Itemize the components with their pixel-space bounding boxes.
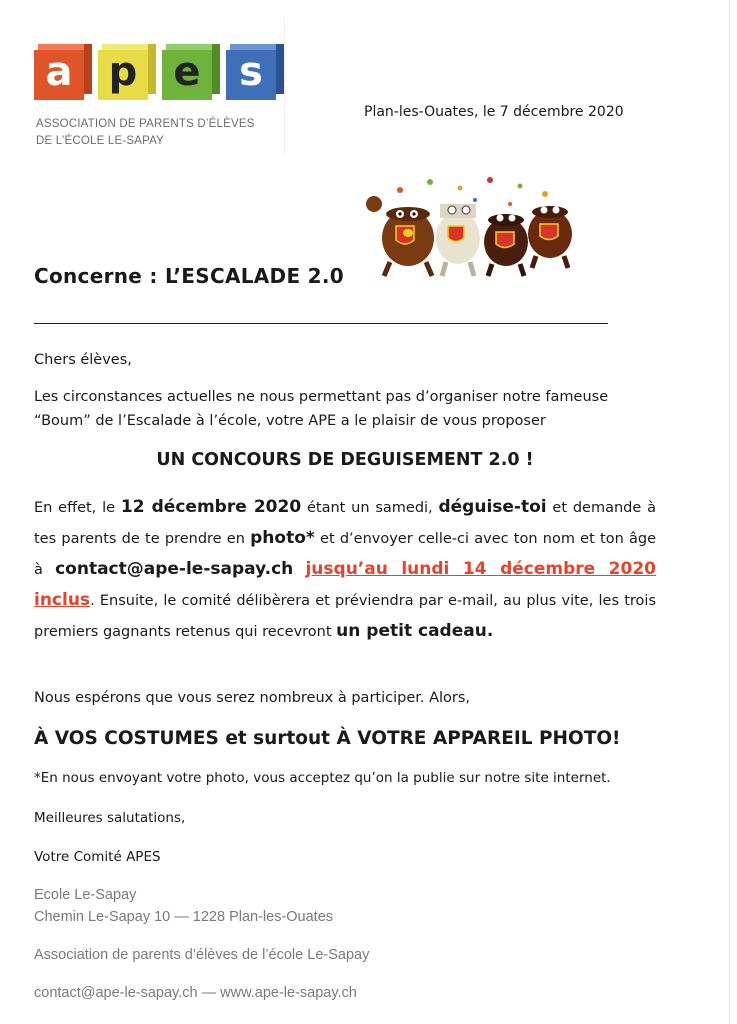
subject-heading: Concerne : L’ESCALADE 2.0	[34, 264, 345, 288]
deadline-highlight: jusqu’au lundi 14 décembre 2020 inclus	[34, 559, 656, 610]
escalade-marmites-illustration	[360, 170, 584, 288]
logo-caption	[36, 116, 255, 150]
logo-letter-blocks	[34, 50, 284, 105]
intro-paragraph: Les circonstances actuelles ne nous permettant pas d’organiser notre fameuse “Boum” de l’Escalade à l’école, votre APE a le plaisir de vous proposer	[34, 389, 609, 429]
footer-street: Chemin Le-Sapay 10 — 1228 Plan-les-Ouates	[34, 909, 334, 925]
marmite-character-4	[528, 206, 572, 268]
contest-date: 12 décembre 2020	[120, 497, 302, 517]
subject-underline	[34, 323, 608, 324]
photo-consent-note: *En nous envoyant votre photo, vous acceptez qu’on la publie sur notre site internet.	[34, 770, 611, 786]
contest-details-paragraph: En effet, le 12 décembre 2020 étant un samedi, déguise-toi et demande à tes parents de te prendre en photo* et d’envoyer celle-ci avec ton nom et ton âge à contact@ape-le-sapay.ch jusqu’au lundi 14 décembre 2020 inclus. Ensuite, le comité délibèrera et préviendra par e-mail, au plus vite, les trois premiers gagnants retenus qui recevront un petit cadeau.	[34, 497, 656, 641]
closing-regards: Meilleures salutations,	[34, 810, 186, 826]
footer-association: Association de parents d’élèves de l’école Le-Sapay	[34, 947, 370, 963]
marmite-character-3	[484, 214, 528, 276]
dress-up-callout: déguise-toi	[438, 497, 547, 517]
footer-address	[34, 884, 333, 928]
participation-hope: Nous espérons que vous serez nombreux à participer. Alors,	[34, 690, 471, 706]
marmite-character-2	[436, 204, 480, 276]
logo-caption-line2: DE L’ÉCOLE LE-SAPAY	[36, 135, 165, 147]
footer-school: Ecole Le-Sapay	[34, 887, 137, 903]
apes-logo	[28, 18, 285, 154]
contact-email[interactable]: contact@ape-le-sapay.ch	[55, 559, 294, 579]
logo-block-s: s	[226, 50, 276, 100]
logo-block-a: a	[34, 50, 84, 100]
page-edge-divider	[729, 0, 730, 1024]
call-to-action: À VOS COSTUMES et surtout À VOTRE APPAREIL PHOTO!	[34, 728, 621, 749]
date-line: Plan-les-Ouates, le 7 décembre 2020	[364, 104, 624, 120]
prize-callout: un petit cadeau.	[336, 621, 494, 641]
contest-headline: UN CONCOURS DE DEGUISEMENT 2.0 !	[156, 450, 534, 470]
greeting: Chers élèves,	[34, 352, 132, 368]
logo-block-p: p	[98, 50, 148, 100]
confetti-icon	[397, 177, 548, 206]
logo-block-e: e	[162, 50, 212, 100]
signature: Votre Comité APES	[34, 849, 161, 865]
photo-callout: photo*	[250, 528, 315, 548]
marmite-character-1	[366, 196, 434, 276]
footer-contact[interactable]: contact@ape-le-sapay.ch — www.ape-le-sapay.ch	[34, 985, 357, 1001]
logo-caption-line1: ASSOCIATION DE PARENTS D’ÉLÈVES	[36, 118, 255, 130]
